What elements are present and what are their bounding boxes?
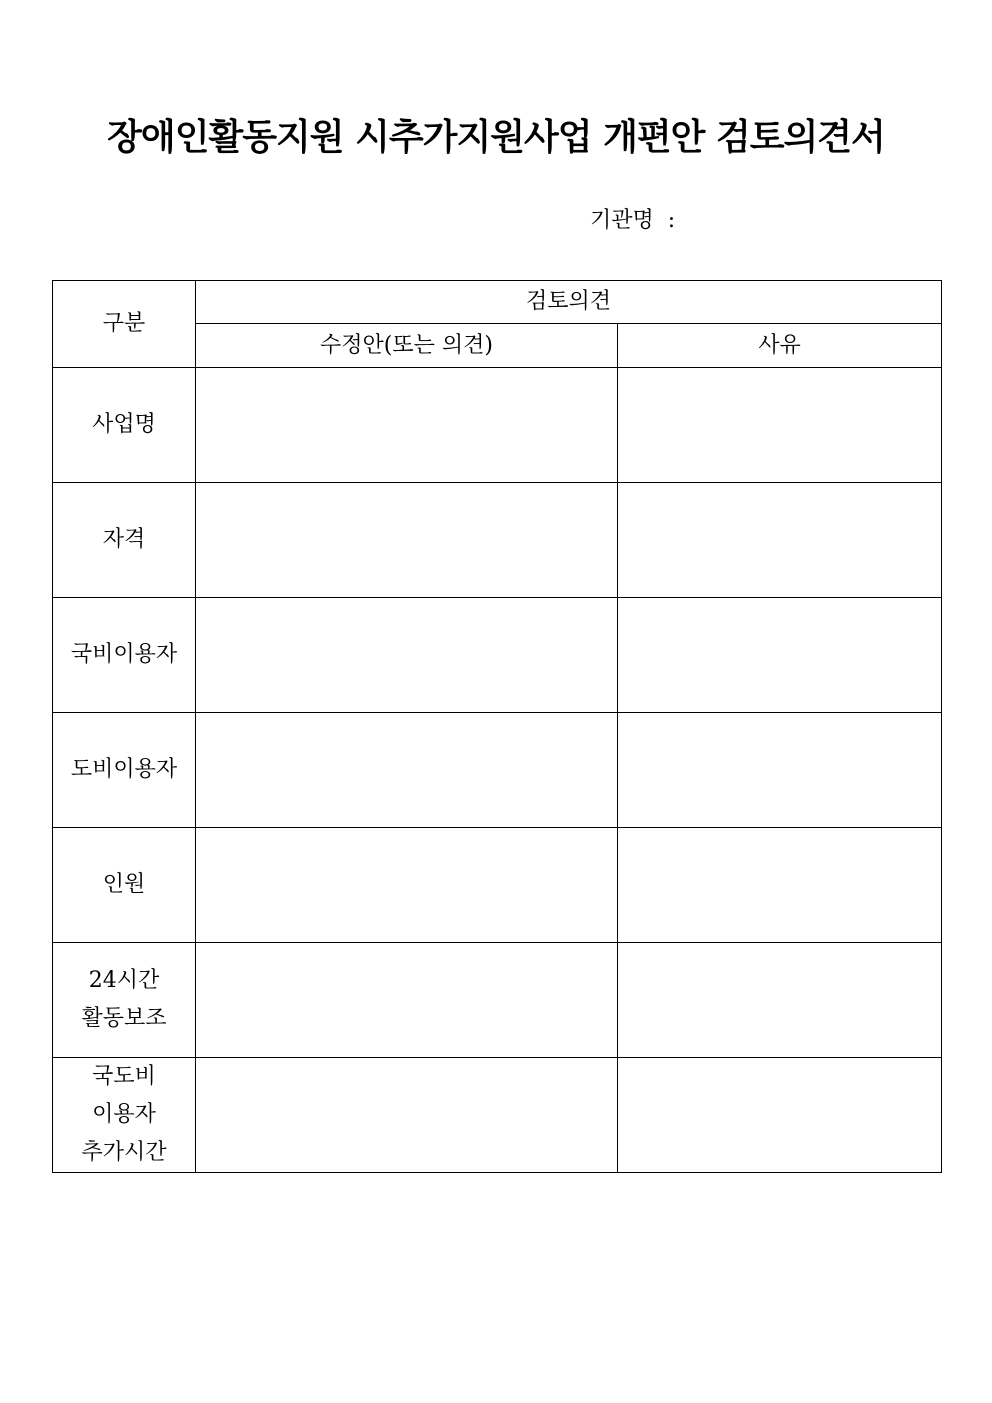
revision-cell[interactable] — [196, 483, 618, 598]
reason-cell[interactable] — [618, 1058, 942, 1173]
header-reason: 사유 — [618, 324, 942, 368]
table-row — [53, 1058, 942, 1173]
row-category-line: 인원 — [102, 872, 146, 897]
reason-cell[interactable] — [618, 828, 942, 943]
row-category-line: 사업명 — [92, 412, 156, 437]
organization-colon: : — [667, 208, 676, 233]
row-category — [53, 713, 196, 828]
revision-cell[interactable] — [196, 943, 618, 1058]
reason-cell[interactable] — [618, 943, 942, 1058]
row-category — [53, 828, 196, 943]
reason-cell[interactable] — [618, 598, 942, 713]
revision-cell[interactable] — [196, 1058, 618, 1173]
header-review-opinion: 검토의견 — [196, 281, 942, 324]
review-table — [52, 280, 942, 1173]
table-row — [53, 943, 942, 1058]
revision-cell[interactable] — [196, 713, 618, 828]
revision-cell[interactable] — [196, 368, 618, 483]
row-category-line: 활동보조 — [81, 1006, 167, 1031]
revision-cell[interactable] — [196, 828, 618, 943]
reason-cell[interactable] — [618, 713, 942, 828]
row-category-line: 도비이용자 — [70, 757, 178, 782]
header-row — [53, 281, 942, 324]
row-category-line: 추가시간 — [81, 1140, 167, 1165]
row-category — [53, 943, 196, 1058]
table-row — [53, 368, 942, 483]
table-body — [53, 368, 942, 1173]
row-category-line: 자격 — [102, 527, 146, 552]
row-category-line: 국도비 — [92, 1064, 156, 1089]
table-row — [53, 598, 942, 713]
reason-cell[interactable] — [618, 368, 942, 483]
organization-line — [590, 204, 883, 238]
row-category-line: 국비이용자 — [70, 642, 178, 667]
reason-cell[interactable] — [618, 483, 942, 598]
table-row — [53, 483, 942, 598]
table-row — [53, 713, 942, 828]
row-category — [53, 598, 196, 713]
row-category-line: 24시간 — [88, 968, 160, 993]
header-category: 구분 — [53, 281, 196, 368]
row-category — [53, 368, 196, 483]
row-category — [53, 483, 196, 598]
table-row — [53, 828, 942, 943]
row-category-line: 이용자 — [92, 1102, 156, 1127]
document-title: 장애인활동지원 시추가지원사업 개편안 검토의견서 — [107, 117, 885, 158]
organization-label: 기관명 — [590, 208, 654, 233]
row-category — [53, 1058, 196, 1173]
revision-cell[interactable] — [196, 598, 618, 713]
header-revision: 수정안(또는 의견) — [196, 324, 618, 368]
